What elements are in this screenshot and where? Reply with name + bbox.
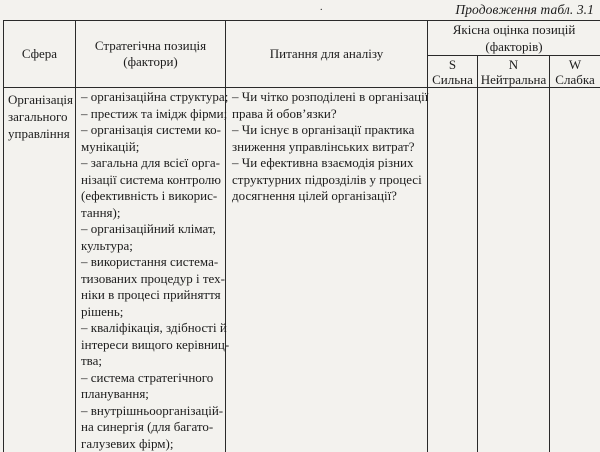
- factor-line: (ефективність і викорис-: [81, 188, 223, 205]
- factor-line: – загальна для всієї орга-: [81, 155, 223, 172]
- factor-line: галузевих фірм);: [81, 436, 223, 452]
- questions-cell: [226, 88, 428, 452]
- header-n-label: Нейтральна: [478, 72, 549, 87]
- factor-line: нізації система контролю: [81, 172, 223, 189]
- factor-line: тва;: [81, 353, 223, 370]
- sphere-cell: [4, 88, 76, 452]
- question-line: зниження управлінських витрат?: [232, 139, 425, 156]
- factor-line: на синергія (для багато-: [81, 419, 223, 436]
- header-n-letter: N: [478, 57, 549, 72]
- factor-line: – кваліфікація, здібності й: [81, 320, 223, 337]
- sphere-line: управління: [8, 125, 73, 142]
- header-s-letter: S: [428, 57, 477, 72]
- factor-line: інтереси вищого керівниц-: [81, 337, 223, 354]
- strong-score-cell: [428, 88, 478, 452]
- factor-line: – організаційна структура;: [81, 89, 223, 106]
- header-position-line-1: Стратегічна позиція: [76, 38, 225, 55]
- question-line: права й обов’язки?: [232, 106, 425, 123]
- strategic-position-table: [3, 20, 600, 452]
- question-line: – Чи ефективна взаємодія різних: [232, 155, 425, 172]
- question-line: – Чи чітко розподілені в організації: [232, 89, 425, 106]
- factor-line: – престиж та імідж фірми;: [81, 106, 223, 123]
- factors-cell: [76, 88, 226, 452]
- table-row: [4, 88, 600, 452]
- header-s-label: Сильна: [428, 72, 477, 87]
- factor-line: тання);: [81, 205, 223, 222]
- header-strong: [428, 56, 478, 88]
- factor-line: планування;: [81, 386, 223, 403]
- factor-line: – використання системa-: [81, 254, 223, 271]
- factor-line: культура;: [81, 238, 223, 255]
- header-w-letter: W: [550, 57, 600, 72]
- header-sphere-label: Сфера: [22, 46, 57, 61]
- header-quality-line-1: Якісна оцінка позицій: [428, 22, 600, 39]
- header-w-label: Слабка: [550, 72, 600, 87]
- header-strategic-position: [76, 21, 226, 88]
- factor-line: – внутрішньоорганізацій-: [81, 403, 223, 420]
- header-neutral: [478, 56, 550, 88]
- table-continuation-caption: Продовження табл. 3.1: [455, 2, 594, 18]
- header-questions-label: Питання для аналізу: [270, 46, 384, 61]
- sphere-line: Організація: [8, 91, 73, 108]
- factor-line: – система стратегічного: [81, 370, 223, 387]
- scan-speck: .: [320, 2, 323, 13]
- header-position-line-2: (фактори): [76, 54, 225, 71]
- header-analysis-questions: [226, 21, 428, 88]
- header-quality-line-2: (факторів): [428, 39, 600, 56]
- factor-line: рішень;: [81, 304, 223, 321]
- weak-score-cell: [550, 88, 600, 452]
- factor-line: – організаційний клімат,: [81, 221, 223, 238]
- question-line: досягнення цілей організації?: [232, 188, 425, 205]
- question-line: структурних підрозділів у процесі: [232, 172, 425, 189]
- header-sphere: [4, 21, 76, 88]
- factor-line: тизованих процедур і тех-: [81, 271, 223, 288]
- sphere-line: загального: [8, 108, 73, 125]
- header-quality-assessment: [428, 21, 600, 56]
- header-weak: [550, 56, 600, 88]
- question-line: – Чи існує в організації практика: [232, 122, 425, 139]
- factor-line: – організація системи ко-: [81, 122, 223, 139]
- neutral-score-cell: [478, 88, 550, 452]
- factor-line: ніки в процесі прийняття: [81, 287, 223, 304]
- factor-line: мунікацій;: [81, 139, 223, 156]
